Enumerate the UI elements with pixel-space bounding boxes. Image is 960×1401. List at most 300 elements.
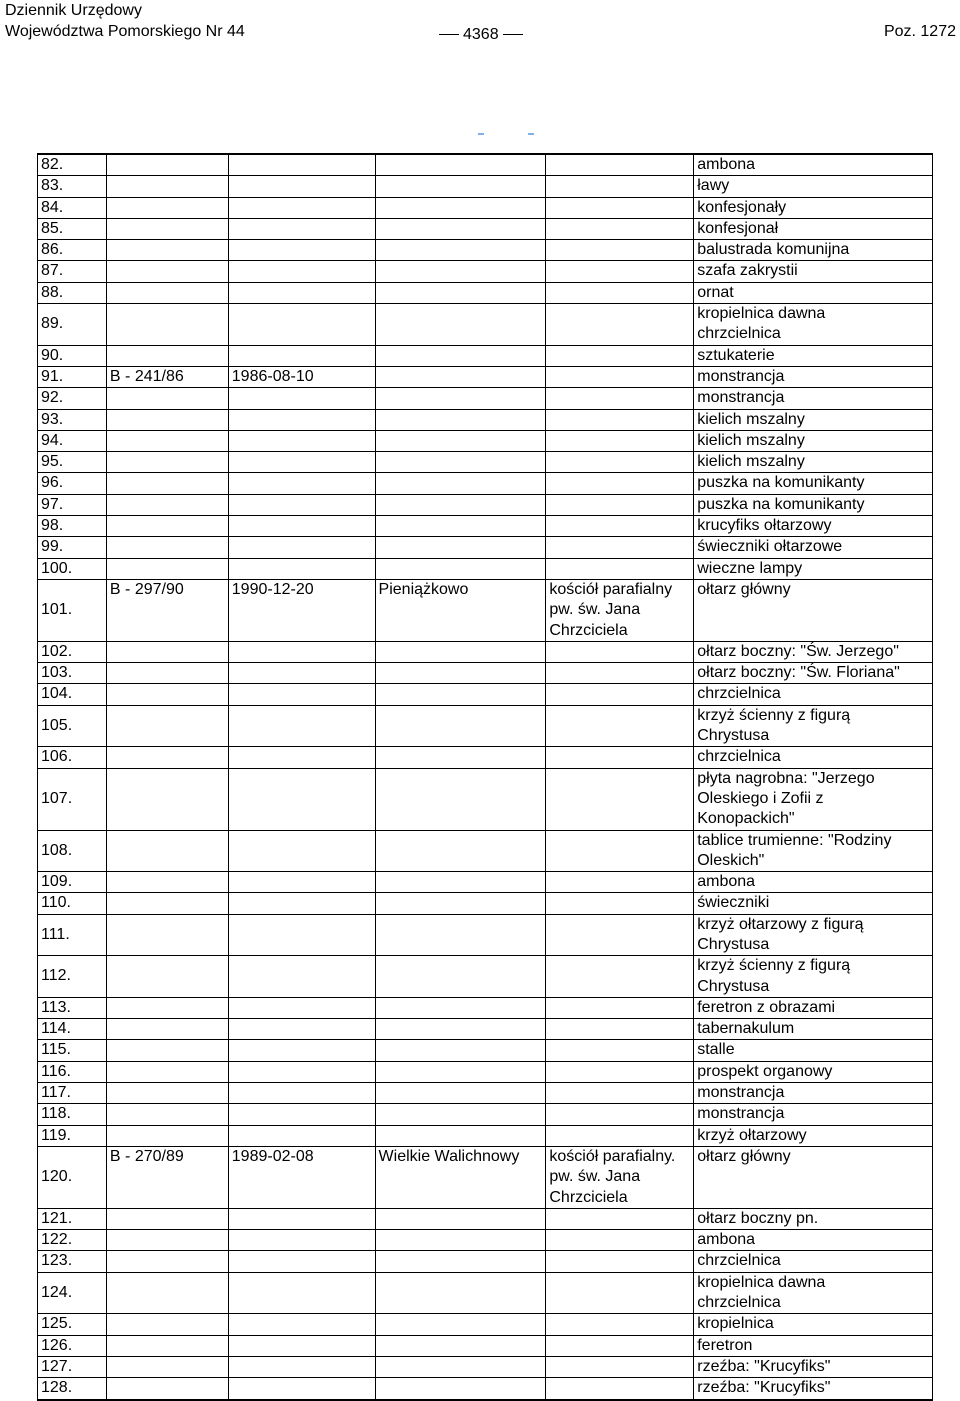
cell-lp bbox=[38, 684, 107, 705]
cell-register-number-text: B - 241/86 bbox=[109, 367, 184, 385]
cell-register-date bbox=[228, 197, 375, 218]
cell-item-name bbox=[694, 558, 933, 579]
cell-lp bbox=[38, 1040, 107, 1061]
cell-register-number bbox=[106, 1019, 228, 1040]
table-row bbox=[38, 154, 933, 176]
table-row bbox=[38, 516, 933, 537]
cell-register-date-text: 1990-12-20 bbox=[231, 580, 314, 598]
cell-item-name-text: tabernakulum bbox=[697, 1020, 795, 1038]
cell-register-date bbox=[228, 1378, 375, 1400]
table-row bbox=[38, 914, 933, 956]
cell-object bbox=[546, 1251, 694, 1272]
cell-item-name-text: świeczniki bbox=[697, 894, 770, 912]
cell-locality bbox=[375, 1230, 546, 1251]
cell-item-name-text: Chrystusa bbox=[697, 727, 770, 745]
table-row bbox=[38, 366, 933, 387]
cell-register-date bbox=[228, 579, 375, 641]
cell-locality bbox=[375, 641, 546, 662]
cell-lp-text: 104. bbox=[41, 685, 73, 703]
cell-object bbox=[546, 409, 694, 430]
cell-lp bbox=[38, 914, 107, 956]
cell-object bbox=[546, 218, 694, 239]
cell-register-date bbox=[228, 558, 375, 579]
cell-locality bbox=[375, 1335, 546, 1356]
cell-lp-text: 116. bbox=[41, 1062, 71, 1080]
cell-lp bbox=[38, 1272, 107, 1314]
cell-register-number bbox=[106, 388, 228, 409]
cell-register-date bbox=[228, 261, 375, 282]
cell-register-date bbox=[228, 1125, 375, 1146]
cell-item-name bbox=[694, 747, 933, 768]
cell-locality bbox=[375, 430, 546, 451]
cell-object bbox=[546, 516, 694, 537]
cell-register-date bbox=[228, 1146, 375, 1208]
cell-lp bbox=[38, 1378, 107, 1400]
cell-item-name bbox=[694, 914, 933, 956]
cell-lp-text: 120. bbox=[41, 1168, 73, 1186]
cell-lp bbox=[38, 430, 107, 451]
cell-object bbox=[546, 768, 694, 830]
cell-lp bbox=[38, 366, 107, 387]
cell-lp-text: 92. bbox=[41, 389, 64, 407]
cell-register-date bbox=[228, 218, 375, 239]
cell-item-name bbox=[694, 197, 933, 218]
cell-lp bbox=[38, 1146, 107, 1208]
cell-locality bbox=[375, 516, 546, 537]
cell-lp bbox=[38, 345, 107, 366]
cell-object bbox=[546, 914, 694, 956]
cell-item-name-text: monstrancja bbox=[697, 1084, 785, 1102]
table-row bbox=[38, 473, 933, 494]
cell-lp-text: 91. bbox=[41, 367, 64, 385]
cell-object bbox=[546, 872, 694, 893]
table-row bbox=[38, 240, 933, 261]
cell-item-name-text: krzyż ścienny z figurą bbox=[697, 957, 851, 975]
cell-item-name bbox=[694, 388, 933, 409]
cell-lp bbox=[38, 1251, 107, 1272]
cell-lp bbox=[38, 1356, 107, 1377]
cell-lp-text: 103. bbox=[41, 664, 73, 682]
page-number-right-dash bbox=[503, 34, 523, 35]
table-row bbox=[38, 218, 933, 239]
cell-register-number bbox=[106, 1230, 228, 1251]
table-row bbox=[38, 1019, 933, 1040]
cell-object bbox=[546, 1356, 694, 1377]
cell-register-date bbox=[228, 684, 375, 705]
cell-object bbox=[546, 747, 694, 768]
cell-register-date bbox=[228, 494, 375, 515]
cell-lp bbox=[38, 997, 107, 1018]
cell-item-name bbox=[694, 663, 933, 684]
cell-register-date bbox=[228, 893, 375, 914]
cell-locality bbox=[375, 176, 546, 197]
cell-object bbox=[546, 956, 694, 998]
table-row bbox=[38, 1272, 933, 1314]
cell-register-date bbox=[228, 409, 375, 430]
cell-object bbox=[546, 641, 694, 662]
cell-lp-text: 101. bbox=[41, 601, 73, 619]
cell-locality bbox=[375, 388, 546, 409]
cell-item-name-text: puszka na komunikanty bbox=[697, 495, 865, 513]
table-row bbox=[38, 1335, 933, 1356]
cell-item-name bbox=[694, 997, 933, 1018]
cell-item-name bbox=[694, 579, 933, 641]
table-row bbox=[38, 282, 933, 303]
cell-item-name bbox=[694, 304, 933, 346]
cell-lp-text: 110. bbox=[41, 894, 71, 912]
cell-item-name bbox=[694, 1378, 933, 1400]
cell-locality bbox=[375, 1104, 546, 1125]
cell-locality bbox=[375, 768, 546, 830]
cell-object bbox=[546, 1208, 694, 1229]
cell-locality bbox=[375, 494, 546, 515]
cell-locality bbox=[375, 579, 546, 641]
cell-register-number bbox=[106, 430, 228, 451]
journal-title bbox=[5, 0, 245, 42]
cell-item-name-text: kielich mszalny bbox=[697, 453, 805, 471]
cell-lp bbox=[38, 409, 107, 430]
cell-locality bbox=[375, 684, 546, 705]
cell-register-number bbox=[106, 452, 228, 473]
cell-item-name bbox=[694, 1314, 933, 1335]
cell-register-date bbox=[228, 1040, 375, 1061]
scan-mark bbox=[528, 133, 534, 135]
cell-object bbox=[546, 1040, 694, 1061]
cell-item-name-text: ołtarz główny bbox=[697, 1147, 791, 1165]
cell-lp bbox=[38, 197, 107, 218]
cell-register-number-text: B - 297/90 bbox=[109, 580, 184, 598]
cell-item-name-text: Oleskich" bbox=[697, 851, 765, 869]
cell-register-date bbox=[228, 872, 375, 893]
cell-item-name-text: chrzcielnica bbox=[697, 685, 781, 703]
cell-item-name bbox=[694, 516, 933, 537]
cell-lp bbox=[38, 176, 107, 197]
cell-lp bbox=[38, 261, 107, 282]
cell-register-number bbox=[106, 1251, 228, 1272]
table-row bbox=[38, 176, 933, 197]
cell-object bbox=[546, 663, 694, 684]
table-row bbox=[38, 579, 933, 641]
cell-item-name bbox=[694, 218, 933, 239]
cell-register-number bbox=[106, 366, 228, 387]
cell-lp-text: 97. bbox=[41, 495, 64, 513]
cell-item-name bbox=[694, 956, 933, 998]
cell-item-name-text: ławy bbox=[697, 177, 730, 195]
cell-item-name-text: konfesjonały bbox=[697, 198, 787, 216]
cell-register-date bbox=[228, 1019, 375, 1040]
cell-object bbox=[546, 473, 694, 494]
cell-item-name bbox=[694, 1083, 933, 1104]
cell-lp-text: 117. bbox=[41, 1084, 71, 1102]
cell-locality-text: Wielkie Walichnowy bbox=[378, 1147, 520, 1165]
cell-lp-text: 106. bbox=[41, 748, 73, 766]
cell-object-text: Chrzciciela bbox=[549, 621, 628, 639]
cell-register-number bbox=[106, 705, 228, 747]
cell-register-number-text: B - 270/89 bbox=[109, 1147, 184, 1165]
cell-register-number bbox=[106, 1061, 228, 1082]
cell-lp bbox=[38, 282, 107, 303]
cell-item-name bbox=[694, 1104, 933, 1125]
cell-locality bbox=[375, 261, 546, 282]
cell-register-number bbox=[106, 1335, 228, 1356]
cell-register-date bbox=[228, 473, 375, 494]
cell-lp-text: 84. bbox=[41, 198, 64, 216]
table-row bbox=[38, 1208, 933, 1229]
cell-item-name bbox=[694, 684, 933, 705]
cell-lp bbox=[38, 1208, 107, 1229]
cell-item-name bbox=[694, 154, 933, 176]
cell-register-number bbox=[106, 579, 228, 641]
cell-lp bbox=[38, 705, 107, 747]
table-row bbox=[38, 345, 933, 366]
cell-locality bbox=[375, 1314, 546, 1335]
cell-register-date bbox=[228, 768, 375, 830]
cell-item-name bbox=[694, 1272, 933, 1314]
cell-object bbox=[546, 430, 694, 451]
cell-item-name-text: szafa zakrystii bbox=[697, 262, 798, 280]
cell-lp-text: 96. bbox=[41, 474, 64, 492]
cell-register-number bbox=[106, 997, 228, 1018]
cell-locality bbox=[375, 452, 546, 473]
cell-lp-text: 85. bbox=[41, 219, 64, 237]
cell-lp-text: 102. bbox=[41, 642, 73, 660]
cell-item-name bbox=[694, 1356, 933, 1377]
cell-locality bbox=[375, 830, 546, 872]
cell-register-date bbox=[228, 1104, 375, 1125]
cell-locality bbox=[375, 240, 546, 261]
cell-lp-text: 107. bbox=[41, 789, 73, 807]
cell-lp-text: 115. bbox=[41, 1041, 71, 1059]
cell-lp-text: 123. bbox=[41, 1252, 73, 1270]
table-row bbox=[38, 452, 933, 473]
cell-item-name-text: krzyż ołtarzowy z figurą bbox=[697, 915, 864, 933]
table-row bbox=[38, 705, 933, 747]
table-row bbox=[38, 1104, 933, 1125]
cell-item-name-text: chrzcielnica bbox=[697, 325, 781, 343]
cell-object-text: pw. św. Jana bbox=[549, 601, 641, 619]
cell-item-name bbox=[694, 345, 933, 366]
cell-item-name-text: chrzcielnica bbox=[697, 1252, 781, 1270]
cell-register-date bbox=[228, 240, 375, 261]
cell-object bbox=[546, 705, 694, 747]
cell-register-date bbox=[228, 747, 375, 768]
cell-lp bbox=[38, 1314, 107, 1335]
cell-register-number bbox=[106, 197, 228, 218]
table-row bbox=[38, 494, 933, 515]
journal-title-line2: Województwa Pomorskiego Nr 44 bbox=[5, 23, 245, 40]
cell-item-name bbox=[694, 1146, 933, 1208]
cell-register-number bbox=[106, 473, 228, 494]
cell-lp-text: 87. bbox=[41, 262, 64, 280]
cell-register-date bbox=[228, 1251, 375, 1272]
cell-locality bbox=[375, 1040, 546, 1061]
table-row bbox=[38, 430, 933, 451]
cell-item-name bbox=[694, 872, 933, 893]
cell-object bbox=[546, 1335, 694, 1356]
cell-object bbox=[546, 830, 694, 872]
cell-lp-text: 82. bbox=[41, 156, 64, 173]
cell-object bbox=[546, 1083, 694, 1104]
journal-title-line1: Dziennik Urzędowy bbox=[5, 2, 142, 19]
cell-register-date bbox=[228, 914, 375, 956]
cell-lp-text: 112. bbox=[41, 967, 71, 985]
cell-item-name-text: wieczne lampy bbox=[697, 559, 803, 577]
cell-item-name-text: ołtarz boczny pn. bbox=[697, 1209, 819, 1227]
cell-lp-text: 90. bbox=[41, 346, 64, 364]
cell-register-date bbox=[228, 537, 375, 558]
cell-object bbox=[546, 537, 694, 558]
cell-lp bbox=[38, 240, 107, 261]
table-row bbox=[38, 261, 933, 282]
cell-register-number bbox=[106, 282, 228, 303]
cell-item-name bbox=[694, 282, 933, 303]
cell-object bbox=[546, 1272, 694, 1314]
cell-register-number bbox=[106, 914, 228, 956]
cell-lp-text: 108. bbox=[41, 841, 73, 859]
cell-register-number bbox=[106, 1272, 228, 1314]
cell-register-date bbox=[228, 1230, 375, 1251]
cell-item-name-text: prospekt organowy bbox=[697, 1062, 833, 1080]
page-number bbox=[435, 24, 527, 45]
table-row bbox=[38, 956, 933, 998]
cell-register-date bbox=[228, 830, 375, 872]
cell-object bbox=[546, 494, 694, 515]
cell-lp-text: 122. bbox=[41, 1231, 73, 1249]
cell-object bbox=[546, 1019, 694, 1040]
cell-item-name bbox=[694, 366, 933, 387]
cell-register-number bbox=[106, 558, 228, 579]
cell-register-number bbox=[106, 768, 228, 830]
table-row bbox=[38, 663, 933, 684]
cell-object bbox=[546, 304, 694, 346]
cell-object bbox=[546, 579, 694, 641]
cell-item-name bbox=[694, 1019, 933, 1040]
cell-register-date-text: 1986-08-10 bbox=[231, 367, 314, 385]
cell-locality bbox=[375, 997, 546, 1018]
cell-item-name-text: monstrancja bbox=[697, 367, 785, 385]
cell-lp bbox=[38, 1104, 107, 1125]
cell-locality bbox=[375, 218, 546, 239]
cell-object-text: Chrzciciela bbox=[549, 1188, 628, 1206]
cell-register-number bbox=[106, 893, 228, 914]
cell-locality bbox=[375, 197, 546, 218]
table-row bbox=[38, 893, 933, 914]
cell-item-name-text: ambona bbox=[697, 1231, 756, 1249]
cell-item-name bbox=[694, 830, 933, 872]
cell-lp bbox=[38, 956, 107, 998]
cell-item-name-text: kielich mszalny bbox=[697, 410, 805, 428]
cell-lp-text: 119. bbox=[41, 1126, 71, 1144]
cell-register-date bbox=[228, 1314, 375, 1335]
cell-register-date bbox=[228, 176, 375, 197]
cell-lp-text: 93. bbox=[41, 410, 64, 428]
cell-object-text: kościół parafialny bbox=[549, 580, 673, 598]
cell-item-name bbox=[694, 1208, 933, 1229]
cell-register-date bbox=[228, 1061, 375, 1082]
cell-lp-text: 98. bbox=[41, 517, 64, 535]
cell-object bbox=[546, 1314, 694, 1335]
cell-item-name-text: stalle bbox=[697, 1041, 735, 1059]
cell-register-number bbox=[106, 409, 228, 430]
cell-item-name-text: ornat bbox=[697, 283, 734, 301]
cell-item-name-text: kielich mszalny bbox=[697, 431, 805, 449]
cell-object-text: kościół parafialny. bbox=[549, 1147, 676, 1165]
cell-lp-text: 124. bbox=[41, 1283, 73, 1301]
cell-object bbox=[546, 154, 694, 176]
cell-locality-text: Pieniążkowo bbox=[378, 580, 469, 598]
monument-register-table bbox=[37, 153, 933, 1401]
cell-lp bbox=[38, 537, 107, 558]
cell-lp bbox=[38, 1230, 107, 1251]
cell-lp bbox=[38, 893, 107, 914]
cell-lp bbox=[38, 218, 107, 239]
cell-item-name-text: puszka na komunikanty bbox=[697, 474, 865, 492]
table-row bbox=[38, 1061, 933, 1082]
cell-locality bbox=[375, 473, 546, 494]
cell-lp-text: 114. bbox=[41, 1020, 71, 1038]
cell-register-number bbox=[106, 830, 228, 872]
cell-lp-text: 127. bbox=[41, 1357, 73, 1375]
cell-lp bbox=[38, 830, 107, 872]
cell-item-name-text: rzeźba: "Krucyfiks" bbox=[697, 1379, 831, 1397]
cell-object bbox=[546, 240, 694, 261]
cell-item-name-text: chrzcielnica bbox=[697, 748, 781, 766]
cell-register-number bbox=[106, 641, 228, 662]
cell-locality bbox=[375, 1208, 546, 1229]
cell-register-number bbox=[106, 240, 228, 261]
cell-register-date bbox=[228, 366, 375, 387]
cell-object bbox=[546, 366, 694, 387]
cell-locality bbox=[375, 1272, 546, 1314]
cell-item-name-text: feretron z obrazami bbox=[697, 998, 836, 1016]
cell-lp bbox=[38, 872, 107, 893]
cell-register-date bbox=[228, 997, 375, 1018]
cell-locality bbox=[375, 663, 546, 684]
cell-item-name-text: kropielnica bbox=[697, 1315, 774, 1333]
cell-locality bbox=[375, 1356, 546, 1377]
cell-item-name-text: monstrancja bbox=[697, 389, 785, 407]
cell-register-date bbox=[228, 430, 375, 451]
cell-item-name bbox=[694, 641, 933, 662]
cell-lp bbox=[38, 641, 107, 662]
table-row bbox=[38, 872, 933, 893]
cell-register-date bbox=[228, 956, 375, 998]
cell-item-name-text: płyta nagrobna: "Jerzego bbox=[697, 769, 875, 787]
position-number: Poz. 1272 bbox=[883, 23, 956, 40]
cell-lp bbox=[38, 516, 107, 537]
cell-item-name bbox=[694, 537, 933, 558]
cell-object bbox=[546, 197, 694, 218]
cell-item-name-text: Konopackich" bbox=[697, 810, 795, 828]
cell-locality bbox=[375, 872, 546, 893]
cell-item-name bbox=[694, 1040, 933, 1061]
cell-register-date bbox=[228, 452, 375, 473]
table-row bbox=[38, 747, 933, 768]
cell-lp-text: 118. bbox=[41, 1105, 71, 1123]
cell-lp bbox=[38, 1019, 107, 1040]
cell-register-date bbox=[228, 516, 375, 537]
cell-item-name bbox=[694, 1125, 933, 1146]
cell-object bbox=[546, 282, 694, 303]
table-row bbox=[38, 537, 933, 558]
cell-object bbox=[546, 558, 694, 579]
cell-register-number bbox=[106, 345, 228, 366]
table-row bbox=[38, 409, 933, 430]
cell-lp bbox=[38, 579, 107, 641]
cell-object bbox=[546, 345, 694, 366]
cell-register-number bbox=[106, 218, 228, 239]
cell-lp bbox=[38, 473, 107, 494]
